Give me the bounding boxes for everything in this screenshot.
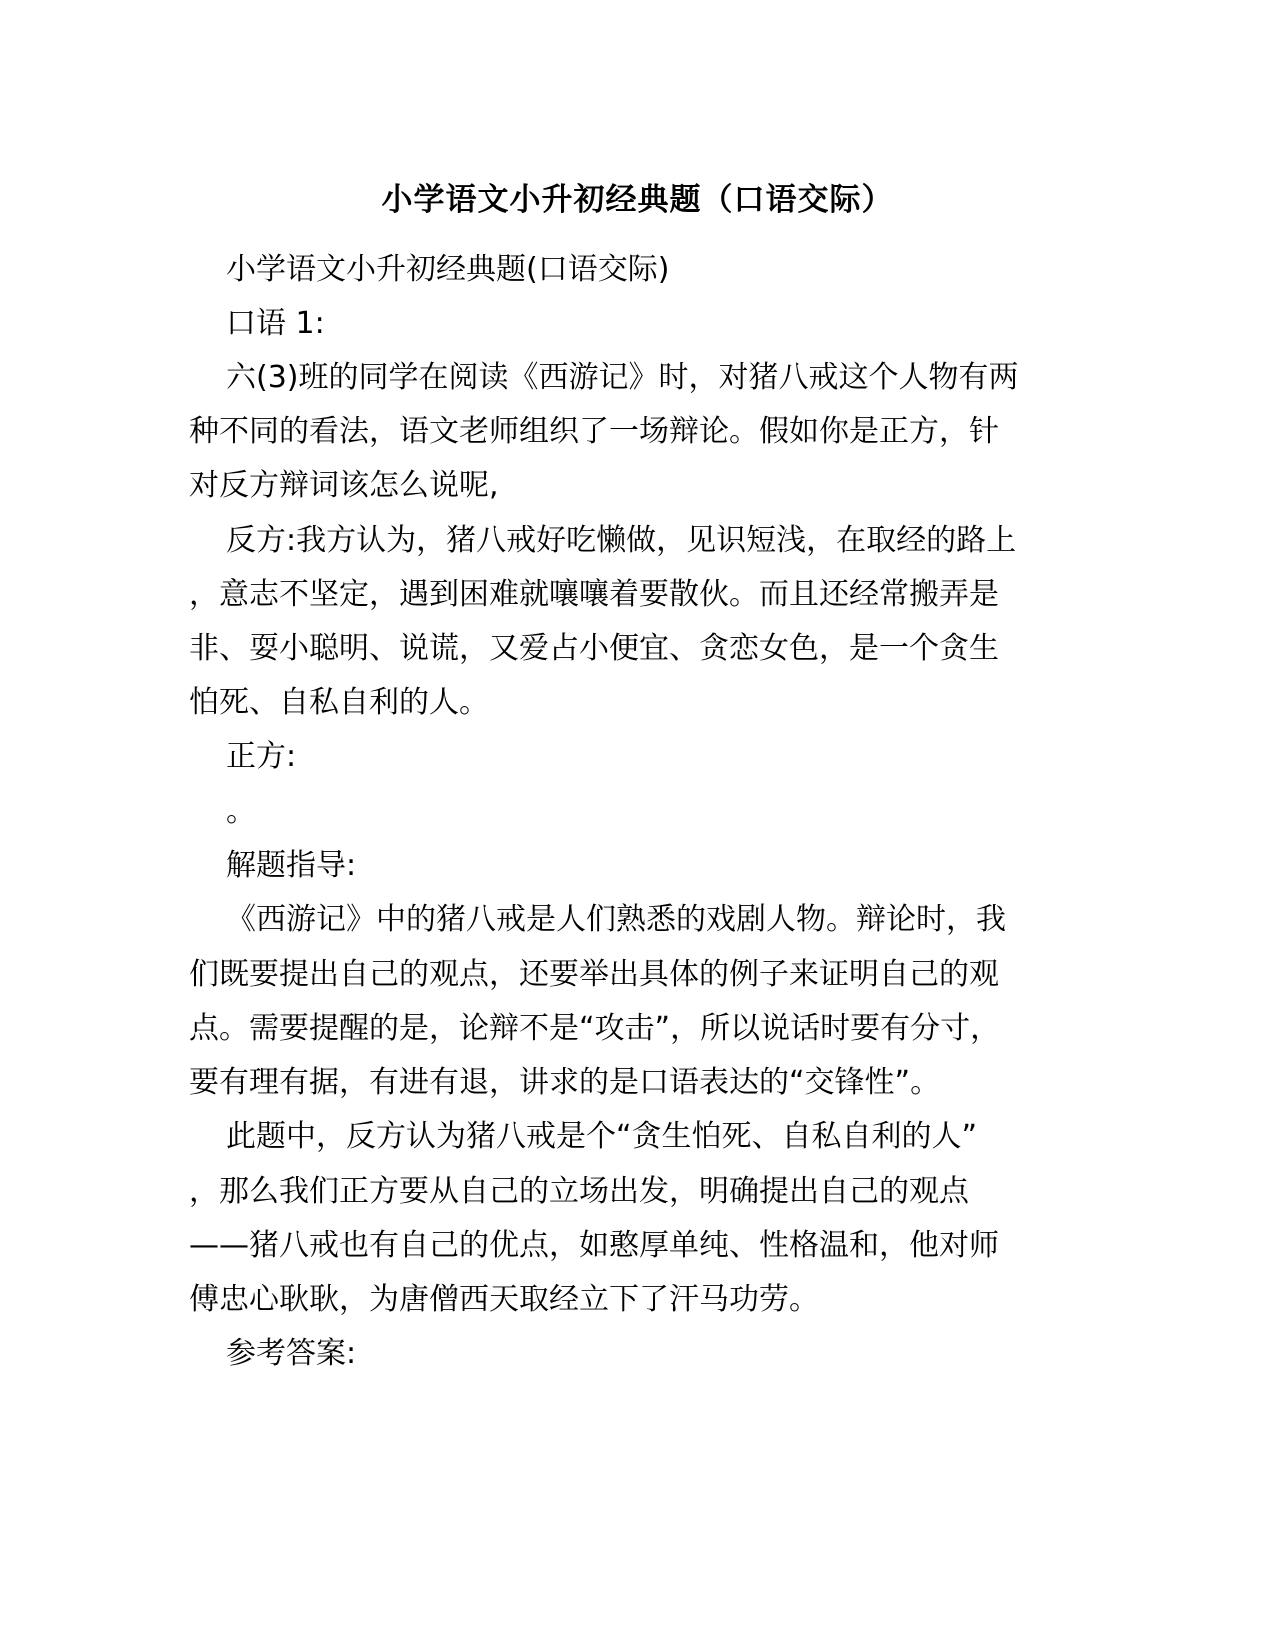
paragraph-line: 《西游记》中的猪八戒是人们熟悉的戏剧人物。辩论时，我 [226, 902, 1006, 937]
paragraph-line: 非、耍小聪明、说谎，又爱占小便宜、贪恋女色，是一个贪生 [189, 631, 999, 666]
paragraph-line: 种不同的看法，语文老师组织了一场辩论。假如你是正方，针 [189, 414, 999, 449]
paragraph-line: 反方:我方认为，猪八戒好吃懒做，见识短浅，在取经的路上 [226, 523, 1017, 558]
section-heading: 口语 1: [226, 306, 325, 341]
paragraph-line: ，意志不坚定，遇到困难就嚷嚷着要散伙。而且还经常搬弄是 [189, 577, 999, 612]
paragraph-line: 此题中，反方认为猪八戒是个“贪生怕死、自私自利的人” [226, 1119, 978, 1154]
paragraph-line: 对反方辩词该怎么说呢, [189, 468, 499, 503]
paragraph-line: 点。需要提醒的是，论辩不是“攻击”，所以说话时要有分寸， [189, 1011, 1001, 1046]
paragraph-line: 正方: [226, 739, 297, 774]
section-heading: 参考答案: [226, 1336, 357, 1371]
paragraph-line: 怕死、自私自利的人。 [189, 685, 489, 720]
paragraph-line: 傅忠心耿耿，为唐僧西天取经立下了汗马功劳。 [189, 1282, 819, 1317]
paragraph-line: 要有理有据，有进有退，讲求的是口语表达的“交锋性”。 [189, 1065, 941, 1100]
paragraph-line: ——猪八戒也有自己的优点，如憨厚单纯、性格温和，他对师 [189, 1228, 999, 1263]
paragraph-line: 们既要提出自己的观点，还要举出具体的例子来证明自己的观 [189, 957, 999, 992]
paragraph-line: 六(3)班的同学在阅读《西游记》时，对猪八戒这个人物有两 [226, 360, 1019, 395]
paragraph-line: 。 [226, 794, 256, 829]
section-heading: 解题指导: [226, 848, 357, 883]
subtitle-line: 小学语文小升初经典题(口语交际) [226, 252, 670, 287]
document-title: 小学语文小升初经典题（口语交际） [381, 182, 894, 218]
paragraph-line: ，那么我们正方要从自己的立场出发，明确提出自己的观点 [189, 1174, 969, 1209]
